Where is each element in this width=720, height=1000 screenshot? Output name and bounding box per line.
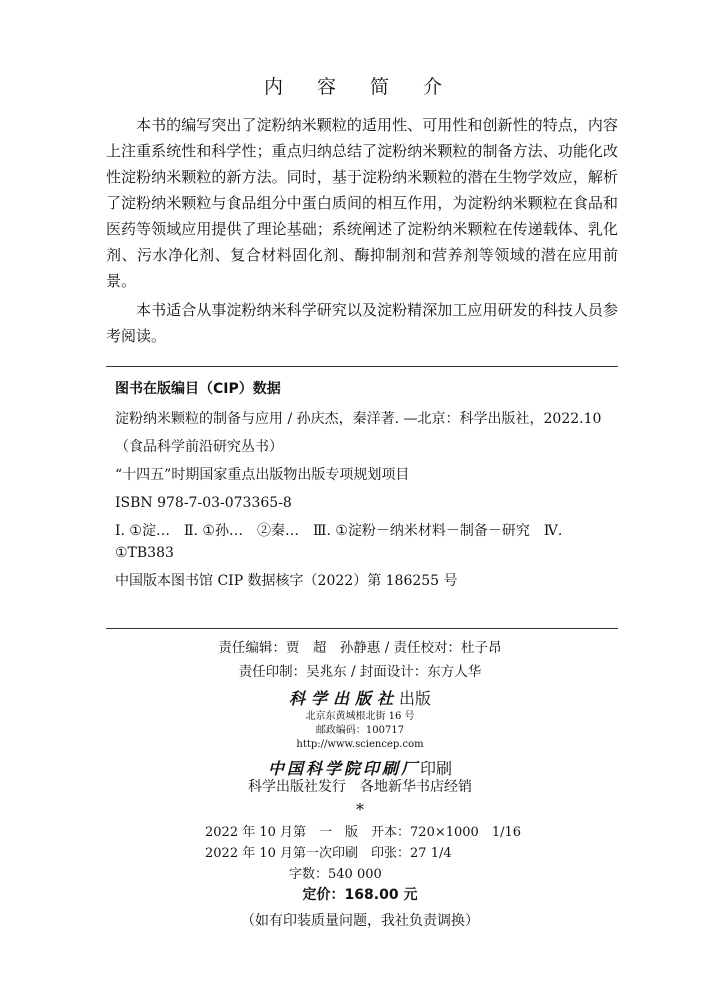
- publisher-line: [0, 686, 720, 709]
- printer-logo: 中国科学院印刷厂: [267, 759, 420, 778]
- publisher-postcode: 邮政编码：100717: [315, 725, 405, 736]
- price-label: 定价：168.00 元: [302, 887, 418, 903]
- edition-block: [205, 822, 521, 885]
- star-separator: *: [356, 800, 364, 819]
- intro-paragraph-1: 本书的编写突出了淀粉纳米颗粒的适用性、可用性和创新性的特点，内容上注重系统性和科学性；重点归纳总结了淀粉纳米颗粒的制备方法、功能化改性淀粉纳米颗粒的新方法。同时，基于淀粉纳米颗粒的潜在生物学效应，解析了淀粉纳米颗粒与食品组分中蛋白质间的相互作用，为淀粉纳米颗粒在食品和医药等领域应用提供了理论基础；系统阐述了淀粉纳米颗粒在传递载体、乳化剂、污水净化剂、复合材料固化剂、酶抑制剂和营养剂等领域的潜在应用前景。: [106, 116, 618, 290]
- edition-line-3: 字数：540 000: [289, 867, 382, 882]
- cip-bottom-divider: [106, 628, 618, 629]
- cip-title-line: 淀粉纳米颗粒的制备与应用 / 孙庆杰，秦洋著. —北京：科学出版社，2022.10: [115, 411, 602, 427]
- credits-block: [0, 636, 720, 684]
- cip-series-line: （食品科学前沿研究丛书）: [115, 439, 283, 455]
- edition-line-2: 2022 年 10 月第一次印刷 印张：27 1/4: [205, 846, 452, 861]
- cip-top-divider: [106, 366, 618, 367]
- quality-notice: （如有印装质量问题，我社负责调换）: [241, 913, 479, 929]
- publisher-address-block: [0, 710, 720, 752]
- publisher-address: 北京东黄城根北街 16 号: [305, 711, 415, 722]
- editor-credits: 责任编辑：贾 超 孙静惠 / 责任校对：杜子昂: [218, 640, 502, 656]
- page-title: 内 容 简 介: [263, 76, 457, 98]
- distribution-line: 科学出版社发行 各地新华书店经销: [248, 779, 472, 795]
- cip-verification-line: 中国版本图书馆 CIP 数据核字（2022）第 186255 号: [115, 573, 458, 589]
- printer-suffix: 印刷: [420, 759, 453, 778]
- cip-heading: 图书在版编目（CIP）数据: [115, 381, 281, 397]
- publisher-logo: 科学出版社: [288, 689, 399, 708]
- cip-data-block: [115, 408, 615, 598]
- intro-paragraph-2: 本书适合从事淀粉纳米科学研究以及淀粉精深加工应用研发的科技人员参考阅读。: [106, 301, 618, 345]
- cip-classification-line: Ⅰ. ①淀… Ⅱ. ①孙… ②秦… Ⅲ. ①淀粉－纳米材料－制备－研究 Ⅳ. ①TB383: [115, 523, 563, 561]
- cip-isbn-line: ISBN 978-7-03-073365-8: [115, 495, 292, 511]
- publisher-url: http://www.sciencep.com: [296, 739, 424, 750]
- edition-line-1: 2022 年 10 月第 一 版 开本：720×1000 1/16: [205, 825, 522, 840]
- publisher-suffix: 出版: [399, 689, 432, 708]
- production-credits: 责任印制：吴兆东 / 封面设计：东方人华: [238, 664, 482, 680]
- introduction-section: [106, 112, 618, 352]
- cip-project-line: “十四五”时期国家重点出版物出版专项规划项目: [115, 467, 410, 483]
